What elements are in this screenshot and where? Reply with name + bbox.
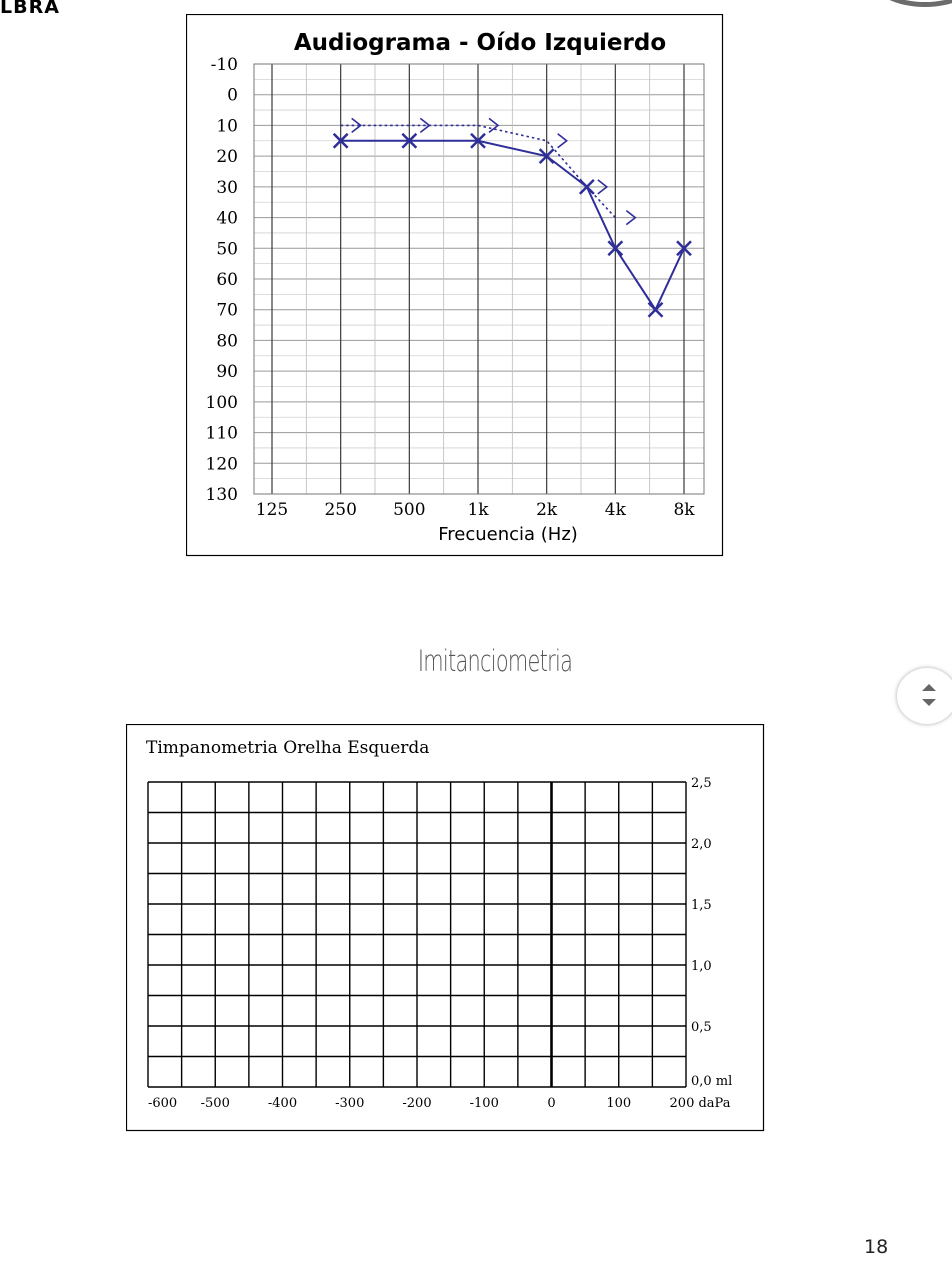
y-tick-label: 2,0 bbox=[691, 837, 712, 852]
x-tick-label: 250 bbox=[324, 500, 357, 520]
y-tick-label: 30 bbox=[216, 177, 238, 198]
y-tick-label: 90 bbox=[216, 362, 238, 383]
y-tick-label: 40 bbox=[216, 208, 238, 229]
logo-circle bbox=[872, 0, 952, 7]
x-tick-label: -400 bbox=[267, 1096, 298, 1111]
y-tick-label: -10 bbox=[210, 55, 238, 75]
x-tick-label: 4k bbox=[604, 500, 626, 520]
x-tick-label: 500 bbox=[393, 500, 426, 520]
x-tick-label: 8k bbox=[673, 500, 695, 520]
y-tick-label: 100 bbox=[205, 392, 238, 413]
y-tick-label: 60 bbox=[216, 270, 238, 290]
y-tick-label: 0,5 bbox=[691, 1020, 712, 1035]
tympanometry-chart bbox=[126, 724, 766, 1134]
y-tick-label: 50 bbox=[216, 239, 238, 260]
y-tick-label: 70 bbox=[216, 300, 238, 321]
chevron-up-icon bbox=[922, 684, 936, 691]
y-tick-label: 1,0 bbox=[691, 959, 712, 974]
x-tick-label: 2k bbox=[536, 500, 558, 520]
x-tick-label: 100 bbox=[606, 1096, 632, 1111]
audiogram-title: Audiograma - Oído Izquierdo bbox=[293, 30, 667, 56]
brand-logo-text: LBRA bbox=[0, 0, 60, 18]
x-tick-label: -300 bbox=[335, 1096, 365, 1111]
audiogram-frame bbox=[187, 15, 723, 556]
chevron-down-icon bbox=[922, 699, 936, 706]
y-tick-label: 0 bbox=[227, 85, 238, 106]
y-tick-label: 2,5 bbox=[691, 776, 712, 791]
x-tick-label: -200 bbox=[402, 1096, 432, 1111]
x-tick-label: -500 bbox=[200, 1096, 230, 1111]
x-tick-label: 125 bbox=[255, 500, 289, 520]
y-tick-label: 80 bbox=[216, 331, 238, 352]
x-tick-label: 1k bbox=[467, 500, 489, 520]
page-number: 18 bbox=[864, 1236, 889, 1258]
y-tick-label: 110 bbox=[205, 423, 238, 444]
y-tick-label: 20 bbox=[216, 147, 238, 168]
y-tick-label: 130 bbox=[205, 485, 238, 505]
tympanometry-frame bbox=[127, 725, 764, 1131]
audiogram-x-axis-label: Frecuencia (Hz) bbox=[438, 524, 578, 545]
x-tick-label: 200 daPa bbox=[669, 1096, 731, 1111]
section-title: Imitanciometria bbox=[417, 644, 573, 678]
tympanometry-title: Timpanometria Orelha Esquerda bbox=[146, 738, 430, 758]
x-tick-label: -600 bbox=[148, 1096, 178, 1111]
x-tick-label: -100 bbox=[469, 1096, 499, 1111]
scroll-button[interactable] bbox=[897, 668, 952, 724]
x-tick-label: 0 bbox=[547, 1096, 556, 1111]
y-tick-label: 120 bbox=[205, 454, 238, 475]
y-tick-label: 1,5 bbox=[691, 898, 712, 913]
y-tick-label: 10 bbox=[216, 116, 238, 137]
audiogram-chart bbox=[186, 14, 724, 558]
y-tick-label: 0,0 ml bbox=[691, 1074, 733, 1089]
